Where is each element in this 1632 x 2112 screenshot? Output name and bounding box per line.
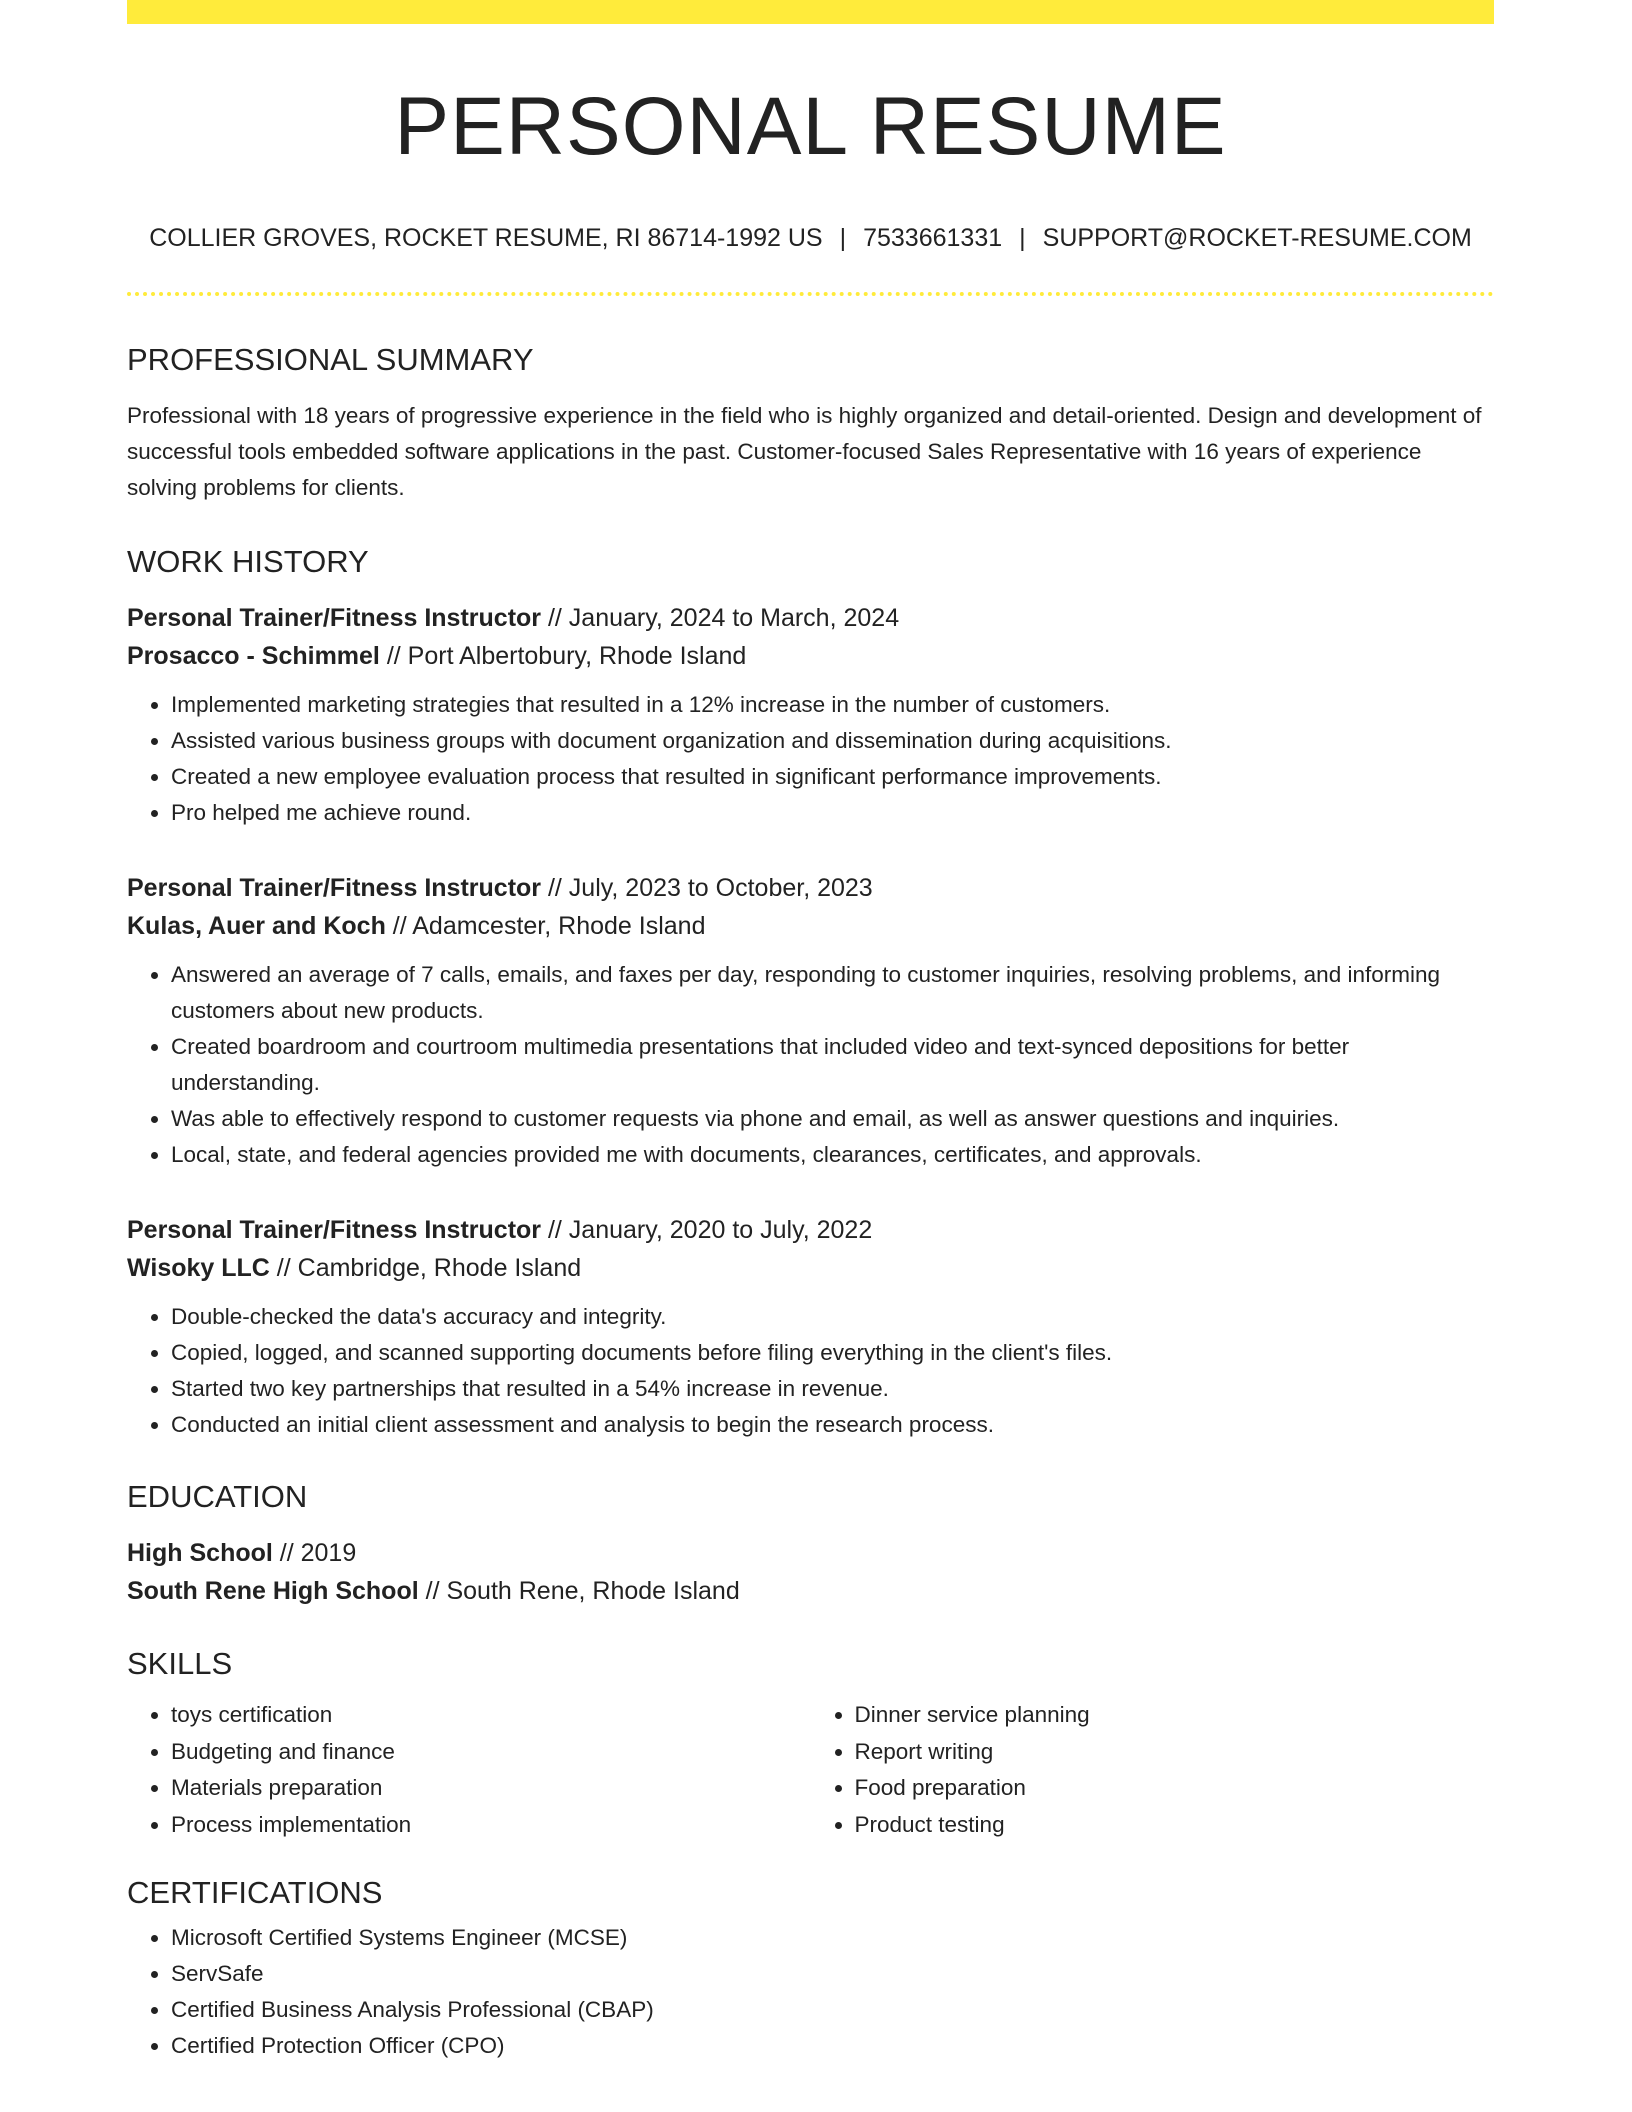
education-degree-line <box>127 1534 1494 1572</box>
job-title-line <box>127 599 1494 637</box>
contact-email: SUPPORT@ROCKET-RESUME.COM <box>1042 224 1472 252</box>
skill-item: • Product testing <box>855 1807 1495 1844</box>
resume-page <box>127 0 1494 2064</box>
certification-item: • Certified Business Analysis Professional (CBAP) <box>171 1992 1494 2028</box>
certification-item: • Microsoft Certified Systems Engineer (MCSE) <box>171 1920 1494 1956</box>
job-bullet: • Local, state, and federal agencies provided me with documents, clearances, certificates, and approvals. <box>171 1137 1494 1173</box>
skills-column-left <box>127 1697 811 1843</box>
job-company-line <box>127 637 1494 675</box>
contact-separator: | <box>839 224 847 252</box>
job-company: Kulas, Auer and Koch <box>127 912 386 940</box>
contact-address: COLLIER GROVES, ROCKET RESUME, RI 86714-1992 US <box>149 224 823 252</box>
contact-line <box>127 226 1494 251</box>
skill-item: • Food preparation <box>855 1770 1495 1807</box>
certifications-list <box>127 1920 1494 2064</box>
job-title: Personal Trainer/Fitness Instructor <box>127 874 542 902</box>
job-company: Prosacco - Schimmel <box>127 642 380 670</box>
summary-heading: PROFESSIONAL SUMMARY <box>127 342 534 377</box>
job-bullet: • Created a new employee evaluation process that resulted in significant performance improvements. <box>171 759 1494 795</box>
summary-text: Professional with 18 years of progressive experience in the field who is highly organized and detail-oriented. Design and development of successful tools embedded software applications in the past. Customer-focused Sales Representative with 16 years of experience solving problems for clients. <box>127 403 1482 500</box>
job-bullets <box>127 1299 1494 1443</box>
skill-item: • Budgeting and finance <box>171 1734 811 1771</box>
job-title: Personal Trainer/Fitness Instructor <box>127 1216 542 1244</box>
contact-phone: 7533661331 <box>863 224 1003 252</box>
resume-title: PERSONAL RESUME <box>394 81 1227 172</box>
job-bullets <box>127 957 1494 1173</box>
skills-column-right <box>811 1697 1495 1843</box>
job-entry <box>127 869 1494 1173</box>
certifications-heading: CERTIFICATIONS <box>127 1875 383 1910</box>
job-dates: // July, 2023 to October, 2023 <box>541 874 873 902</box>
job-bullet: • Assisted various business groups with document organization and dissemination during acquisitions. <box>171 723 1494 759</box>
job-bullet: • Created boardroom and courtroom multimedia presentations that included video and text-synced depositions for better understanding. <box>171 1029 1494 1101</box>
job-bullet: • Pro helped me achieve round. <box>171 795 1494 831</box>
job-bullet: • Answered an average of 7 calls, emails, and faxes per day, responding to customer inquiries, resolving problems, and informing customers about new products. <box>171 957 1494 1029</box>
job-bullet: • Conducted an initial client assessment and analysis to begin the research process. <box>171 1407 1494 1443</box>
job-location: // Cambridge, Rhode Island <box>269 1254 582 1282</box>
job-bullet: • Implemented marketing strategies that resulted in a 12% increase in the number of customers. <box>171 687 1494 723</box>
job-dates: // January, 2024 to March, 2024 <box>541 604 900 632</box>
dotted-divider <box>127 292 1494 296</box>
skill-item: • Process implementation <box>171 1807 811 1844</box>
job-dates: // January, 2020 to July, 2022 <box>541 1216 873 1244</box>
work-history-heading: WORK HISTORY <box>127 544 369 579</box>
skill-item: • toys certification <box>171 1697 811 1734</box>
job-entry <box>127 599 1494 831</box>
job-company: Wisoky LLC <box>127 1254 270 1282</box>
skills-list <box>127 1697 1494 1843</box>
skill-item: • Report writing <box>855 1734 1495 1771</box>
job-company-line <box>127 907 1494 945</box>
education-year: // 2019 <box>272 1539 357 1567</box>
certification-item: • Certified Protection Officer (CPO) <box>171 2028 1494 2064</box>
job-bullets <box>127 687 1494 831</box>
contact-separator: | <box>1019 224 1026 252</box>
education-school-line <box>127 1572 1494 1610</box>
job-location: // Adamcester, Rhode Island <box>385 912 706 940</box>
job-location: // Port Albertobury, Rhode Island <box>379 642 747 670</box>
education-school: South Rene High School <box>127 1577 419 1605</box>
job-company-line <box>127 1249 1494 1287</box>
job-title-line <box>127 869 1494 907</box>
job-entry <box>127 1211 1494 1443</box>
education-degree: High School <box>127 1539 273 1567</box>
job-title: Personal Trainer/Fitness Instructor <box>127 604 542 632</box>
education-entry <box>127 1534 1494 1610</box>
skills-heading: SKILLS <box>127 1646 233 1681</box>
education-heading: EDUCATION <box>127 1479 308 1514</box>
certification-item: • ServSafe <box>171 1956 1494 1992</box>
skill-item: • Materials preparation <box>171 1770 811 1807</box>
skill-item: • Dinner service planning <box>855 1697 1495 1734</box>
education-location: // South Rene, Rhode Island <box>418 1577 740 1605</box>
job-bullet: • Was able to effectively respond to customer requests via phone and email, as well as answer questions and inquiries. <box>171 1101 1494 1137</box>
job-bullet: • Copied, logged, and scanned supporting documents before filing everything in the client's files. <box>171 1335 1494 1371</box>
job-bullet: • Double-checked the data's accuracy and integrity. <box>171 1299 1494 1335</box>
top-accent-bar <box>127 0 1494 24</box>
job-bullet: • Started two key partnerships that resulted in a 54% increase in revenue. <box>171 1371 1494 1407</box>
job-title-line <box>127 1211 1494 1249</box>
